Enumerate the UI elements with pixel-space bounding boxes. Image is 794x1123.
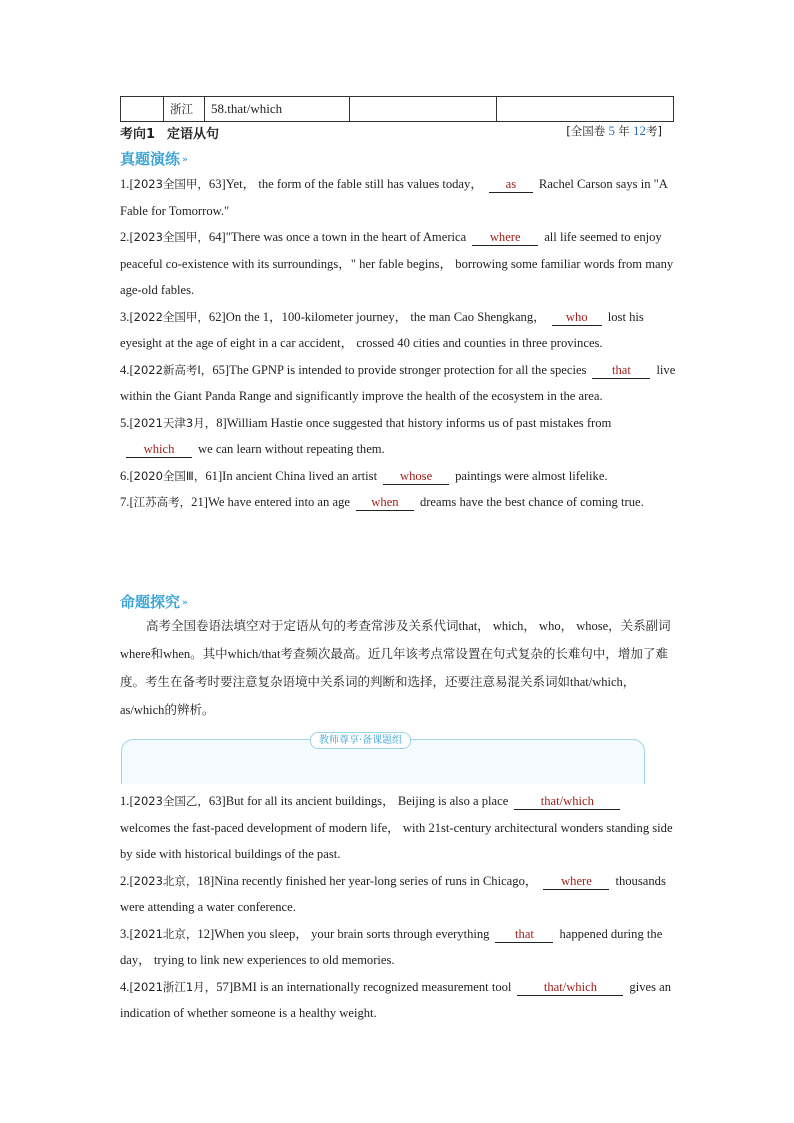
question-ref: 61]	[205, 468, 223, 483]
question-text: gives an indication of whether someone is a healthy weight.	[120, 979, 672, 1020]
question-source: 2023全国甲，	[133, 230, 209, 244]
question-item	[120, 357, 676, 410]
question-number: 4.[	[120, 362, 134, 377]
extra-list	[120, 788, 676, 1027]
answer-blank: whose	[383, 468, 449, 485]
question-source: 2022全国甲，	[133, 309, 209, 324]
question-text: paintings were almost lifelike.	[455, 468, 608, 483]
question-item	[120, 489, 676, 516]
question-item	[120, 463, 676, 490]
question-number: 3.[	[120, 926, 134, 941]
question-source: 2021天津3月，	[133, 415, 217, 430]
answer-table	[120, 96, 674, 122]
question-text: live within the Giant Panda Range and significantly improve the health of the ecosystem in the area.	[120, 362, 676, 403]
table-cell-answer: 58.that/which	[205, 97, 350, 122]
question-number: 1.[	[120, 177, 134, 191]
question-text: The GPNP is intended to provide stronger protection for all the species	[229, 362, 587, 377]
table-cell-province: 浙江	[164, 97, 205, 122]
question-source: 2021浙江1月，	[133, 979, 217, 994]
question-ref: 21]	[191, 495, 208, 509]
question-number: 1.[	[120, 794, 134, 808]
question-text: lost his eyesight at the age of eight in a car accident， crossed 40 cities and counties in three provinces.	[120, 309, 644, 350]
question-text: Rachel Carson says in "A Fable for Tomorrow."	[120, 177, 668, 218]
table-cell-empty	[121, 97, 164, 122]
section-stats: [全国卷 5 年 12考]	[566, 123, 662, 138]
question-item	[120, 171, 676, 224]
question-text: BMI is an internationally recognized measurement tool	[233, 979, 512, 994]
question-ref: 18]	[197, 873, 215, 888]
question-number: 2.[	[120, 873, 134, 888]
question-text: On the 1，100-kilometer journey， the man Cao Shengkang，	[225, 309, 546, 324]
question-text: we can learn without repeating them.	[198, 442, 385, 456]
section-title	[120, 123, 219, 142]
question-text: happened during the day， trying to link new experiences to old memories.	[120, 926, 663, 967]
question-source: 2021北京，	[133, 926, 198, 941]
explore-paragraph: 高考全国卷语法填空对于定语从句的考查常涉及关系代词that， which， who， whose，关系副词where和when。其中which/that考查频次最高。近几年该考点常设置在句式复杂的长难句中，增加了难度。考生在备考时要注意复杂语境中关系词的判断和选择，还要注意易混关系词如that/which， as/which的辨析。	[120, 618, 671, 717]
question-ref: 63]	[208, 794, 226, 808]
teacher-label: 教师尊享·备课题组	[310, 732, 411, 749]
question-text: all life seemed to enjoy peaceful co-existence with its surroundings，" her fable begins， borrowing some familiar words from many age-old fables.	[120, 230, 674, 297]
question-item	[120, 974, 676, 1027]
question-source: 2023全国乙，	[133, 794, 209, 808]
question-item	[120, 410, 676, 463]
question-text: thousands were attending a water conference.	[120, 873, 666, 914]
question-number: 6.[	[120, 468, 134, 483]
question-text: In ancient China lived an artist	[222, 468, 378, 483]
question-item	[120, 788, 676, 868]
heading-explore: 命题探究 »	[120, 593, 188, 611]
section-number: 考向1	[120, 127, 156, 142]
question-ref: 63]	[208, 177, 226, 191]
question-item	[120, 224, 676, 304]
question-source: 2022新高考Ⅰ，	[133, 362, 213, 377]
answer-blank: that/which	[517, 979, 623, 996]
question-source: 2023全国甲，	[133, 177, 209, 191]
practice-list	[120, 171, 676, 516]
section-topic: 定语从句	[167, 127, 220, 142]
question-ref: 65]	[212, 362, 230, 377]
question-text: But for all its ancient buildings， Beijing is also a place	[225, 794, 509, 808]
answer-blank: that/which	[514, 793, 620, 810]
answer-blank: who	[552, 309, 602, 326]
answer-blank: when	[356, 494, 414, 511]
question-ref: 8]	[216, 415, 227, 430]
question-item	[120, 921, 676, 974]
question-source: 江苏高考，	[133, 495, 192, 509]
answer-blank: where	[472, 229, 538, 246]
table-cell-empty	[497, 97, 674, 122]
question-text: When you sleep， your brain sorts through everything	[214, 926, 490, 941]
answer-blank: where	[543, 873, 609, 890]
question-text: welcomes the fast-paced development of modern life， with 21st-century architectural wonders standing side by side with historical buildings of the past.	[120, 820, 673, 861]
question-number: 4.[	[120, 979, 134, 994]
question-text: We have entered into an age	[207, 495, 350, 509]
question-number: 3.[	[120, 309, 134, 324]
question-item	[120, 304, 676, 357]
question-text: William Hastie once suggested that history informs us of past mistakes from	[226, 415, 612, 430]
question-number: 5.[	[120, 415, 134, 430]
answer-blank: as	[489, 176, 533, 193]
question-ref: 12]	[197, 926, 215, 941]
question-source: 2023北京，	[133, 873, 198, 888]
question-item	[120, 868, 676, 921]
question-ref: 62]	[208, 309, 226, 324]
answer-blank: that	[592, 362, 650, 379]
question-text: Yet， the form of the fable still has values today，	[225, 177, 483, 191]
answer-blank: which	[126, 441, 192, 458]
question-ref: 64]	[208, 230, 226, 244]
heading-practice: 真题演练 »	[120, 150, 188, 168]
chevron-icon: »	[182, 597, 188, 608]
question-text: Nina recently finished her year-long series of runs in Chicago，	[214, 873, 538, 888]
table-cell-empty	[350, 97, 497, 122]
question-number: 2.[	[120, 230, 134, 244]
chevron-icon: »	[182, 154, 188, 165]
question-number: 7.[	[120, 495, 134, 509]
question-text: dreams have the best chance of coming true.	[419, 495, 644, 509]
question-source: 2020全国Ⅲ，	[133, 468, 206, 483]
question-ref: 57]	[216, 979, 234, 994]
question-text: "There was once a town in the heart of America	[225, 230, 467, 244]
answer-blank: that	[495, 926, 553, 943]
